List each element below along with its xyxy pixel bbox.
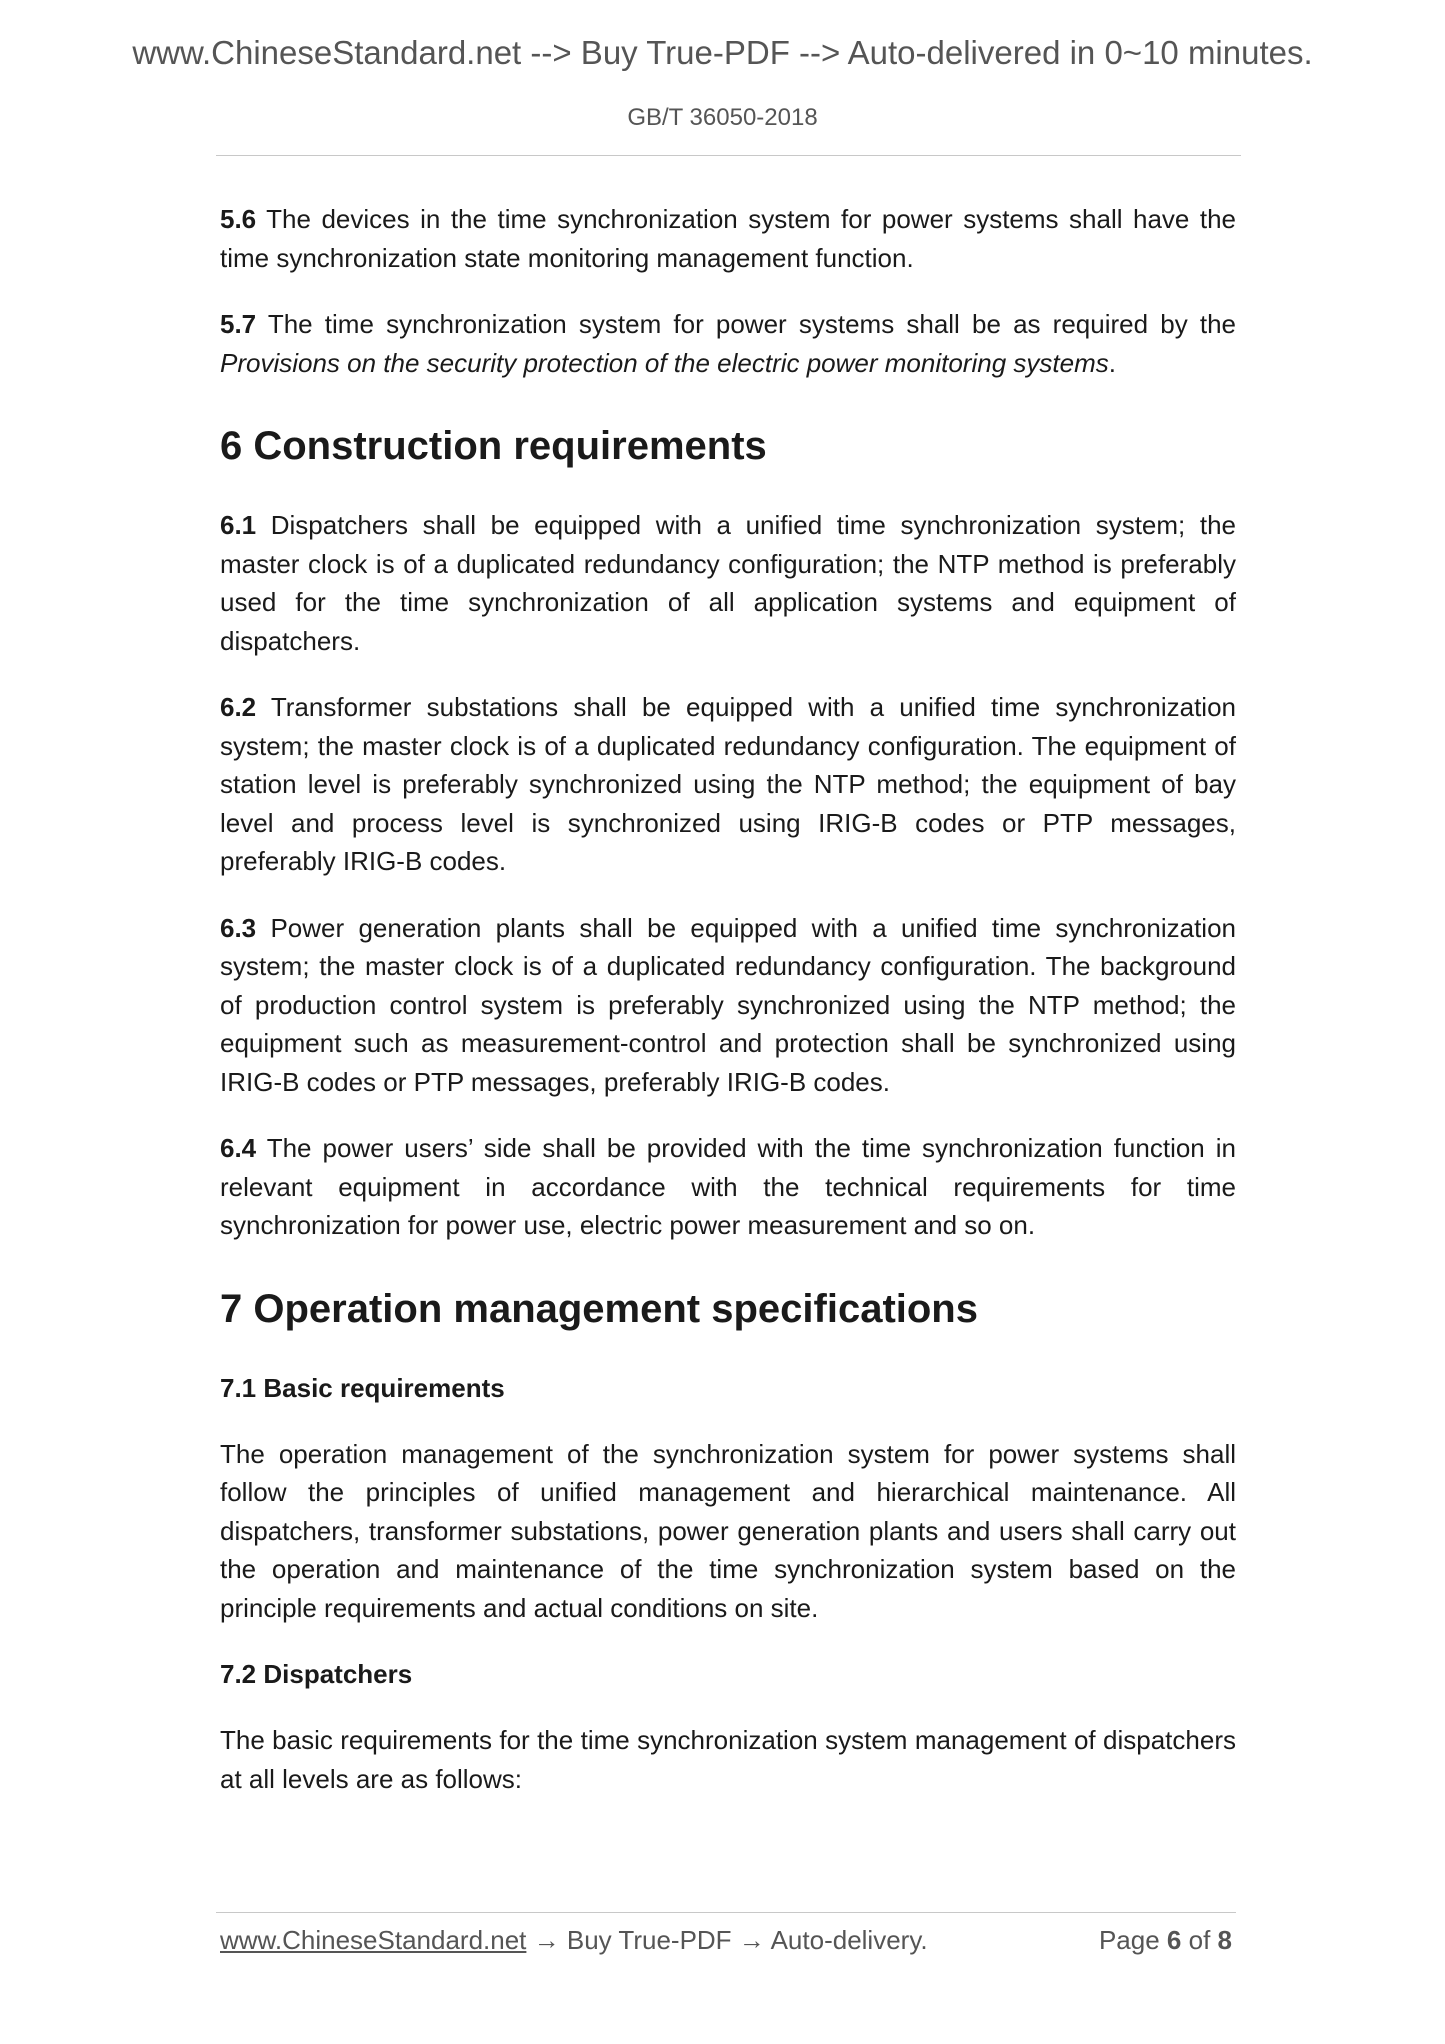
clause-6-2 xyxy=(220,688,1236,881)
of-label: of xyxy=(1181,1925,1218,1955)
footer-links xyxy=(220,1925,928,1956)
section-heading-7: 7 Operation management specifications xyxy=(220,1286,978,1331)
footer-site-link[interactable]: www.ChineseStandard.net xyxy=(220,1925,527,1955)
clause-7-1-text: The operation management of the synchronization system for power systems shall follow the principles of unified management and hierarchical maintenance. All dispatchers, transformer substations, power generation plants and users shall carry out the operation and maintenance of the time synchronization system based on the principle requirements and actual conditions on site. xyxy=(220,1438,1236,1623)
clause-text: Power generation plants shall be equipped with a unified time synchronization system; the master clock is of a duplicated redundancy configuration. The background of production control system is preferably synchronized using the NTP method; the equipment such as measurement-control and protection shall be synchronized using IRIG-B codes or PTP messages, preferably IRIG-B codes. xyxy=(220,912,1236,1097)
section-heading-6: 6 Construction requirements xyxy=(220,424,767,468)
clause-5-7 xyxy=(220,305,1236,382)
arrow-right-icon: → xyxy=(526,1925,567,1955)
clause-text-end: . xyxy=(1108,347,1116,378)
clause-text: The devices in the time synchronization system for power systems shall have the time synchronization state monitoring management function. xyxy=(220,204,1236,273)
clause-number: 6.4 xyxy=(220,1133,257,1163)
page-number xyxy=(1099,1925,1232,1956)
clause-text: Dispatchers shall be equipped with a unified time synchronization system; the master clock is of a duplicated redundancy configuration; the NTP method is preferably used for the time synchronization of all application systems and equipment of dispatchers. xyxy=(220,510,1236,656)
clause-number: 6.2 xyxy=(220,692,257,722)
document-body xyxy=(220,200,1236,1826)
clause-text: Transformer substations shall be equipped with a unified time synchronization system; the master clock is of a duplicated redundancy configuration. The equipment of station level is preferably synchronized using the NTP method; the equipment of bay level and process level is synchronized using IRIG-B codes or PTP messages, preferably IRIG-B codes. xyxy=(220,692,1236,876)
clause-number: 5.7 xyxy=(220,309,257,339)
total-pages: 8 xyxy=(1217,1925,1232,1955)
clause-text: The time synchronization system for power systems shall be as required by the xyxy=(256,309,1236,339)
current-page: 6 xyxy=(1166,1925,1182,1955)
subsection-heading-7-2: 7.2 Dispatchers xyxy=(220,1659,413,1689)
arrow-right-icon: → xyxy=(731,1925,771,1955)
site-banner[interactable]: www.ChineseStandard.net --> Buy True-PDF --> Auto-delivered in 0~10 minutes. xyxy=(132,34,1313,71)
clause-6-4 xyxy=(220,1129,1236,1245)
clause-number: 6.1 xyxy=(220,510,257,540)
footer-buy-text: Buy True-PDF xyxy=(566,1925,732,1955)
clause-6-3 xyxy=(220,909,1236,1102)
clause-5-6 xyxy=(220,200,1236,277)
footer-divider xyxy=(216,1912,1236,1913)
header-divider xyxy=(216,155,1241,156)
cited-document-title: Provisions on the security protection of the electric power monitoring systems xyxy=(220,347,1109,378)
clause-number: 5.6 xyxy=(220,204,257,234)
footer-delivery-text: Auto-delivery. xyxy=(770,1925,928,1955)
subsection-heading-7-1: 7.1 Basic requirements xyxy=(220,1372,505,1403)
page-label: Page xyxy=(1098,1925,1167,1955)
clause-number: 6.3 xyxy=(220,912,257,943)
clause-7-2-text: The basic requirements for the time synchronization system management of dispatchers at all levels are as follows: xyxy=(220,1725,1236,1794)
clause-6-1 xyxy=(220,506,1236,660)
clause-text: The power users’ side shall be provided with the time synchronization function in relevant equipment in accordance with the technical requirements for time synchronization for power use, electric power measurement and so on. xyxy=(220,1133,1236,1240)
document-code: GB/T 36050-2018 xyxy=(627,104,818,131)
